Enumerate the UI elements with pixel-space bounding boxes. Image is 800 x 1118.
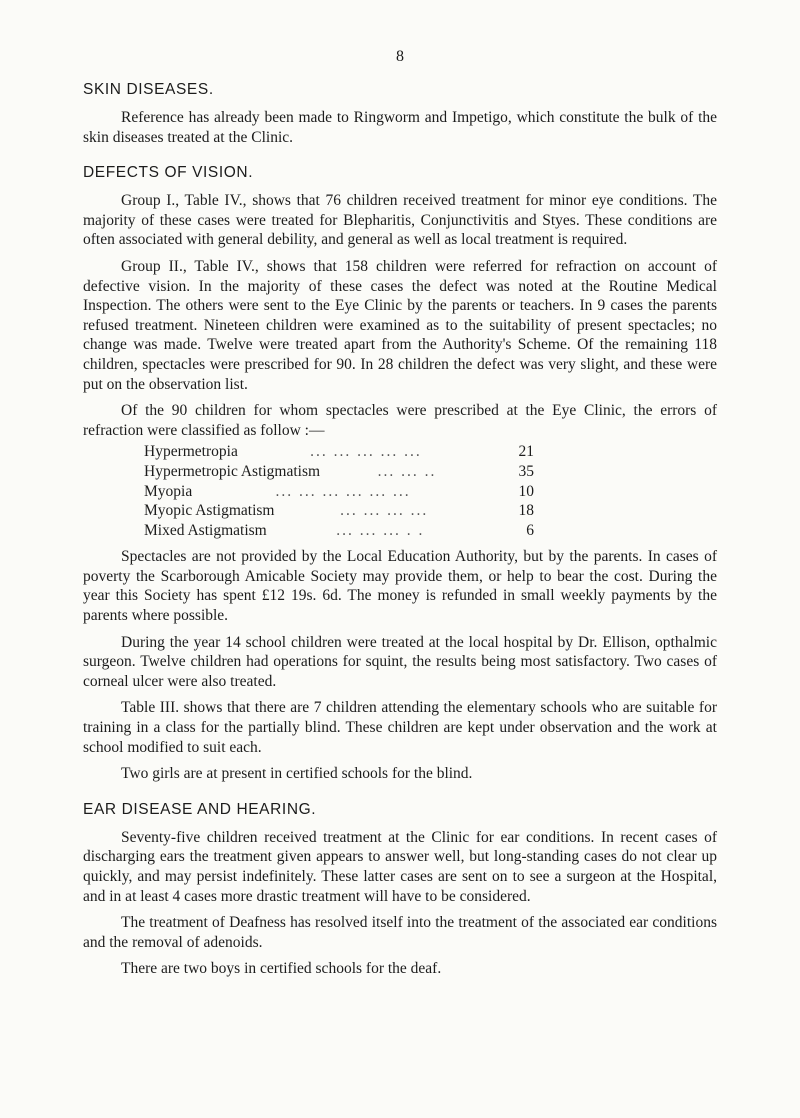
refraction-error-list: [144, 442, 534, 540]
refraction-label: Mixed Astigmatism: [144, 521, 267, 539]
section-heading-ear: EAR DISEASE AND HEARING.: [83, 800, 317, 818]
paragraph: The treatment of Deafness has resolved itself into the treatment of the associated ear conditions and the removal of adenoids.: [83, 914, 717, 951]
list-item: [144, 462, 534, 482]
leader-dots: ... ... ... ... ...: [310, 443, 422, 461]
paragraph: During the year 14 school children were treated at the local hospital by Dr. Ellison, opthalmic surgeon. Twelve children had operations for squint, the results being most satisfactory. Two cases of corneal ulcer were also treated.: [83, 633, 717, 690]
paragraph: Table III. shows that there are 7 children attending the elementary schools who are suitable for training in a class for the partially blind. These children are kept under observation and the work at school modified to suit each.: [83, 699, 717, 756]
list-item: [144, 482, 534, 502]
refraction-label: Hypermetropia: [144, 443, 238, 461]
refraction-label: Myopic Astigmatism: [144, 502, 275, 520]
refraction-count: 35: [518, 462, 534, 480]
paragraph: Two girls are at present in certified schools for the blind.: [121, 765, 473, 783]
section-heading-skin: SKIN DISEASES.: [83, 81, 214, 98]
page-number: 8: [396, 48, 404, 65]
section-ear-disease: [83, 800, 717, 979]
refraction-count: 6: [526, 521, 534, 539]
page-content: [83, 80, 717, 995]
leader-dots: ... ... ... ... ... ...: [275, 482, 411, 500]
list-item: [144, 442, 534, 462]
leader-dots: ... ... ..: [377, 462, 437, 480]
refraction-count: 10: [518, 482, 534, 500]
list-item: [144, 501, 534, 521]
leader-dots: ... ... ... . .: [336, 521, 425, 539]
refraction-count: 18: [518, 502, 534, 520]
leader-dots: ... ... ... ...: [340, 502, 429, 520]
section-skin-diseases: [83, 80, 717, 147]
paragraph: Seventy-five children received treatment at the Clinic for ear conditions. In recent cases of discharging ears the treatment given appears to answer well, but long-standing cases do not clear up quickly, and may persist indefinitely. These latter cases are sent on to see a surgeon at the Hospital, and in at least 4 cases more drastic treatment will have to be considered.: [83, 828, 717, 905]
refraction-label: Hypermetropic Astigmatism: [144, 462, 321, 480]
paragraph: There are two boys in certified schools for the deaf.: [121, 960, 442, 978]
refraction-count: 21: [518, 443, 534, 461]
paragraph: Of the 90 children for whom spectacles were prescribed at the Eye Clinic, the errors of refraction were classified as follow :—: [83, 402, 717, 439]
section-defects-of-vision: [83, 163, 717, 784]
paragraph: Reference has already been made to Ringworm and Impetigo, which constitute the bulk of the skin diseases treated at the Clinic.: [83, 109, 717, 146]
paragraph: Spectacles are not provided by the Local Education Authority, but by the parents. In cases of poverty the Scarborough Amicable Society may provide them, or help to bear the cost. During the year this Society has spent £12 19s. 6d. The money is refunded in small weekly payments by the parents where possible.: [83, 548, 717, 625]
section-heading-vision: DEFECTS OF VISION.: [83, 164, 254, 182]
paragraph: Group II., Table IV., shows that 158 children were referred for refraction on account of defective vision. In the majority of these cases the defect was noted at the Routine Medical Inspection. The others were sent to the Eye Clinic by the parents or teachers. In 9 cases the parents refused treatment. Nineteen children were examined as to the suitability of present spectacles; no change was made. Twelve were treated apart from the Authority's Scheme. Of the remaining 118 children, spectacles were prescribed for 90. In 28 children the defect was very slight, and these were put on the observation list.: [83, 257, 717, 393]
paragraph: Group I., Table IV., shows that 76 children received treatment for minor eye conditions. The majority of these cases were treated for Blepharitis, Conjunctivitis and Styes. These conditions are often associated with general debility, and general as well as local treatment is required.: [83, 192, 717, 249]
refraction-label: Myopia: [144, 482, 193, 500]
list-item: [144, 521, 534, 541]
